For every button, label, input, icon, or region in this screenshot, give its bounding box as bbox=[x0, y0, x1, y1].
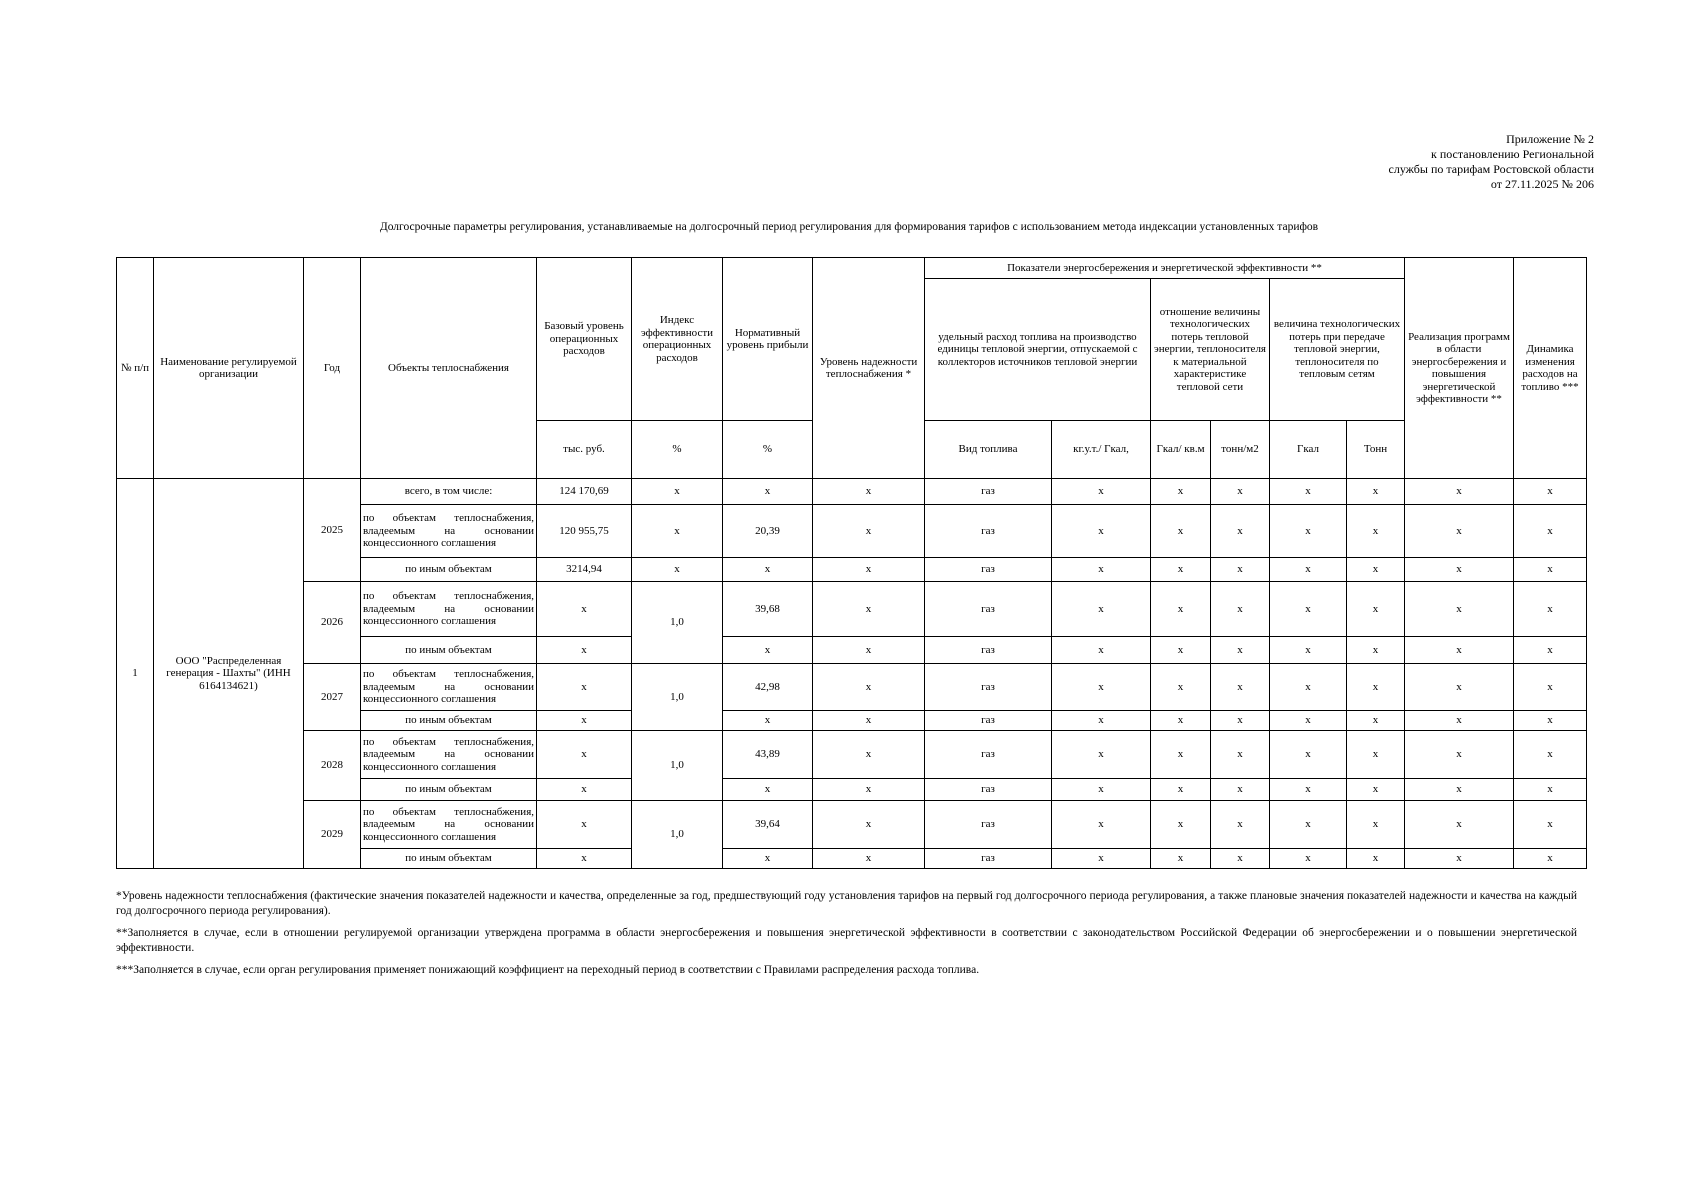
cell-x: х bbox=[1270, 558, 1347, 582]
unit-ratio-gcal: Гкал/ кв.м bbox=[1151, 421, 1211, 479]
header-profit: Нормативный уровень прибыли bbox=[723, 258, 813, 421]
cell-x: х bbox=[1270, 731, 1347, 779]
cell-x: х bbox=[1514, 731, 1587, 779]
cell-x: х bbox=[1151, 849, 1211, 869]
cell-x: х bbox=[813, 664, 925, 711]
cell-x: х bbox=[1211, 731, 1270, 779]
cell-x: х bbox=[1347, 849, 1405, 869]
footnote-reliability: *Уровень надежности теплоснабжения (фактические значения показателей надежности и качества, определенные за год, предшествующий году установления тарифов на первый год долгосрочного периода регулирования, а также плановые значения показателей надежности и качества на каждый год долгосрочного периода регулирования). bbox=[116, 890, 1577, 917]
cell-x: х bbox=[1270, 479, 1347, 505]
header-programs: Реализация программ в области энергосбережения и повышения энергетической эффективности ** bbox=[1405, 258, 1514, 479]
fuel-type: газ bbox=[925, 849, 1052, 869]
header-index: Индекс эффективности операционных расходов bbox=[632, 258, 723, 421]
base-value: 124 170,69 bbox=[537, 479, 632, 505]
cell-x: х bbox=[1211, 558, 1270, 582]
cell-x: х bbox=[537, 849, 632, 869]
table-row bbox=[117, 479, 1587, 505]
appendix-line: Приложение № 2 bbox=[1506, 132, 1594, 146]
cell-x: х bbox=[1052, 582, 1151, 637]
cell-x: х bbox=[813, 711, 925, 731]
cell-x: х bbox=[723, 558, 813, 582]
cell-x: х bbox=[1211, 582, 1270, 637]
footnote-energy-program: **Заполняется в случае, если в отношении регулируемой организации утверждена программа в области энергосбережения и повышения энергетической эффективности в соответствии с законодательством Российской Федерации об энергосбережении и о повышении энергетической эффективности. bbox=[116, 927, 1577, 954]
cell-x: х bbox=[1211, 779, 1270, 801]
cell-x: х bbox=[813, 479, 925, 505]
cell-x: х bbox=[1347, 505, 1405, 558]
cell-x: х bbox=[1514, 582, 1587, 637]
cell-x: х bbox=[1270, 801, 1347, 849]
table-row bbox=[117, 582, 1587, 637]
cell-x: х bbox=[1270, 582, 1347, 637]
cell-x: х bbox=[1151, 479, 1211, 505]
cell-x: х bbox=[1052, 637, 1151, 664]
cell-x: х bbox=[1211, 664, 1270, 711]
header-num: № п/п bbox=[117, 258, 154, 479]
cell-x: х bbox=[1514, 801, 1587, 849]
object-label: по иным объектам bbox=[361, 711, 537, 731]
cell-x: х bbox=[537, 582, 632, 637]
cell-x: х bbox=[813, 558, 925, 582]
year-cell: 2028 bbox=[304, 731, 361, 801]
cell-x: х bbox=[1270, 849, 1347, 869]
cell-x: х bbox=[1405, 505, 1514, 558]
index-value: 1,0 bbox=[632, 664, 723, 731]
object-label: по иным объектам bbox=[361, 779, 537, 801]
cell-x: х bbox=[1405, 479, 1514, 505]
object-label: по объектам теплоснабжения, владеемым на основании концессионного соглашения bbox=[361, 664, 537, 711]
cell-x: х bbox=[1270, 664, 1347, 711]
index-value: 1,0 bbox=[632, 801, 723, 869]
cell-x: х bbox=[1405, 558, 1514, 582]
cell-x: х bbox=[1347, 779, 1405, 801]
profit-value: 43,89 bbox=[723, 731, 813, 779]
cell-x: х bbox=[1514, 711, 1587, 731]
profit-value: 39,68 bbox=[723, 582, 813, 637]
object-label: по иным объектам bbox=[361, 637, 537, 664]
cell-x: х bbox=[813, 582, 925, 637]
index-value: 1,0 bbox=[632, 731, 723, 801]
fuel-type: газ bbox=[925, 801, 1052, 849]
cell-x: х bbox=[1052, 664, 1151, 711]
cell-x: х bbox=[723, 637, 813, 664]
cell-x: х bbox=[1151, 505, 1211, 558]
cell-x: х bbox=[1270, 779, 1347, 801]
cell-x: х bbox=[1211, 849, 1270, 869]
org-num: 1 bbox=[117, 479, 154, 869]
cell-x: х bbox=[813, 801, 925, 849]
profit-value: 42,98 bbox=[723, 664, 813, 711]
object-label: по объектам теплоснабжения, владеемым на основании концессионного соглашения bbox=[361, 731, 537, 779]
cell-x: х bbox=[1347, 582, 1405, 637]
header-energy-group: Показатели энергосбережения и энергетической эффективности ** bbox=[925, 258, 1405, 279]
cell-x: х bbox=[1211, 711, 1270, 731]
cell-x: х bbox=[813, 849, 925, 869]
fuel-type: газ bbox=[925, 731, 1052, 779]
cell-x: х bbox=[632, 505, 723, 558]
cell-x: х bbox=[1405, 801, 1514, 849]
header-reliability: Уровень надежности теплоснабжения * bbox=[813, 258, 925, 479]
cell-x: х bbox=[1052, 731, 1151, 779]
cell-x: х bbox=[813, 637, 925, 664]
cell-x: х bbox=[1514, 479, 1587, 505]
cell-x: х bbox=[1405, 849, 1514, 869]
cell-x: х bbox=[1151, 711, 1211, 731]
unit-profit: % bbox=[723, 421, 813, 479]
cell-x: х bbox=[1052, 849, 1151, 869]
unit-loss-ton: Тонн bbox=[1347, 421, 1405, 479]
cell-x: х bbox=[723, 779, 813, 801]
cell-x: х bbox=[1052, 479, 1151, 505]
cell-x: х bbox=[723, 711, 813, 731]
parameters-table bbox=[116, 257, 1587, 869]
cell-x: х bbox=[1052, 801, 1151, 849]
cell-x: х bbox=[1211, 479, 1270, 505]
cell-x: х bbox=[1347, 711, 1405, 731]
footnote-fuel-dynamics: ***Заполняется в случае, если орган регулирования применяет понижающий коэффициент на переходный период в соответствии с Правилами распределения расхода топлива. bbox=[116, 964, 980, 976]
cell-x: х bbox=[1211, 637, 1270, 664]
header-fuel: удельный расход топлива на производство единицы тепловой энергии, отпускаемой с коллекторов источников тепловой энергии bbox=[925, 279, 1151, 421]
header-objects: Объекты теплоснабжения bbox=[361, 258, 537, 479]
header-year: Год bbox=[304, 258, 361, 479]
cell-x: х bbox=[537, 779, 632, 801]
fuel-type: газ bbox=[925, 505, 1052, 558]
header-losses: величина технологических потерь при передаче тепловой энергии, теплоносителя по тепловым сетям bbox=[1270, 279, 1405, 421]
profit-value: 39,64 bbox=[723, 801, 813, 849]
year-cell: 2027 bbox=[304, 664, 361, 731]
footnotes bbox=[116, 889, 1577, 985]
cell-x: х bbox=[1151, 637, 1211, 664]
cell-x: х bbox=[1405, 637, 1514, 664]
index-value: 1,0 bbox=[632, 582, 723, 664]
base-value: 3214,94 bbox=[537, 558, 632, 582]
cell-x: х bbox=[537, 731, 632, 779]
header-org: Наименование регулируемой организации bbox=[154, 258, 304, 479]
cell-x: х bbox=[723, 849, 813, 869]
cell-x: х bbox=[1270, 711, 1347, 731]
cell-x: х bbox=[632, 558, 723, 582]
cell-x: х bbox=[1052, 711, 1151, 731]
cell-x: х bbox=[1514, 664, 1587, 711]
unit-loss-gcal: Гкал bbox=[1270, 421, 1347, 479]
cell-x: х bbox=[632, 479, 723, 505]
cell-x: х bbox=[1405, 664, 1514, 711]
cell-x: х bbox=[1514, 779, 1587, 801]
cell-x: х bbox=[1347, 801, 1405, 849]
cell-x: х bbox=[1211, 505, 1270, 558]
cell-x: х bbox=[1151, 779, 1211, 801]
cell-x: х bbox=[1405, 779, 1514, 801]
cell-x: х bbox=[1514, 558, 1587, 582]
cell-x: х bbox=[1151, 731, 1211, 779]
cell-x: х bbox=[1514, 849, 1587, 869]
unit-base: тыс. руб. bbox=[537, 421, 632, 479]
fuel-type: газ bbox=[925, 558, 1052, 582]
appendix-line: к постановлению Региональной bbox=[1431, 147, 1594, 161]
cell-x: х bbox=[1052, 779, 1151, 801]
cell-x: х bbox=[1405, 711, 1514, 731]
header-dynamics: Динамика изменения расходов на топливо *** bbox=[1514, 258, 1587, 479]
fuel-type: газ bbox=[925, 582, 1052, 637]
appendix-line: от 27.11.2025 № 206 bbox=[1490, 177, 1594, 191]
year-cell: 2026 bbox=[304, 582, 361, 664]
cell-x: х bbox=[1347, 479, 1405, 505]
cell-x: х bbox=[537, 664, 632, 711]
year-cell: 2029 bbox=[304, 801, 361, 869]
year-cell: 2025 bbox=[304, 479, 361, 582]
cell-x: х bbox=[1151, 801, 1211, 849]
table-row bbox=[117, 731, 1587, 779]
fuel-type: газ bbox=[925, 479, 1052, 505]
appendix-line: службы по тарифам Ростовской области bbox=[1388, 162, 1594, 176]
cell-x: х bbox=[1347, 664, 1405, 711]
cell-x: х bbox=[1052, 558, 1151, 582]
fuel-type: газ bbox=[925, 664, 1052, 711]
cell-x: х bbox=[1347, 558, 1405, 582]
header-ratio: отношение величины технологических потерь тепловой энергии, теплоносителя к материальной характеристике тепловой сети bbox=[1151, 279, 1270, 421]
unit-index: % bbox=[632, 421, 723, 479]
fuel-type: газ bbox=[925, 711, 1052, 731]
fuel-type: газ bbox=[925, 779, 1052, 801]
org-name: ООО "Распределенная генерация - Шахты" (ИНН 6164134621) bbox=[154, 479, 304, 869]
header-base: Базовый уровень операционных расходов bbox=[537, 258, 632, 421]
base-value: 120 955,75 bbox=[537, 505, 632, 558]
object-label: по объектам теплоснабжения, владеемым на основании концессионного соглашения bbox=[361, 801, 537, 849]
cell-x: х bbox=[1405, 731, 1514, 779]
cell-x: х bbox=[1347, 637, 1405, 664]
cell-x: х bbox=[813, 505, 925, 558]
object-label: по объектам теплоснабжения, владеемым на основании концессионного соглашения bbox=[361, 582, 537, 637]
fuel-type: газ bbox=[925, 637, 1052, 664]
cell-x: х bbox=[537, 801, 632, 849]
cell-x: х bbox=[1270, 505, 1347, 558]
unit-fuel: кг.у.т./ Гкал, bbox=[1052, 421, 1151, 479]
table-row bbox=[117, 801, 1587, 849]
unit-fuel-type: Вид топлива bbox=[925, 421, 1052, 479]
profit-value: 20,39 bbox=[723, 505, 813, 558]
object-label: по иным объектам bbox=[361, 849, 537, 869]
cell-x: х bbox=[1052, 505, 1151, 558]
cell-x: х bbox=[1151, 664, 1211, 711]
cell-x: х bbox=[1151, 558, 1211, 582]
object-label: по объектам теплоснабжения, владеемым на основании концессионного соглашения bbox=[361, 505, 537, 558]
document-title: Долгосрочные параметры регулирования, устанавливаемые на долгосрочный период регулирования для формирования тарифов с использованием метода индексации установленных тарифов bbox=[379, 221, 1319, 233]
cell-x: х bbox=[1270, 637, 1347, 664]
appendix-block bbox=[1294, 132, 1594, 192]
cell-x: х bbox=[537, 711, 632, 731]
cell-x: х bbox=[1211, 801, 1270, 849]
cell-x: х bbox=[1405, 582, 1514, 637]
cell-x: х bbox=[813, 731, 925, 779]
cell-x: х bbox=[1514, 505, 1587, 558]
cell-x: х bbox=[1347, 731, 1405, 779]
table-row bbox=[117, 664, 1587, 711]
cell-x: х bbox=[1151, 582, 1211, 637]
unit-ratio-ton: тонн/м2 bbox=[1211, 421, 1270, 479]
cell-x: х bbox=[813, 779, 925, 801]
object-label: всего, в том числе: bbox=[361, 479, 537, 505]
cell-x: х bbox=[537, 637, 632, 664]
cell-x: х bbox=[723, 479, 813, 505]
cell-x: х bbox=[1514, 637, 1587, 664]
object-label: по иным объектам bbox=[361, 558, 537, 582]
